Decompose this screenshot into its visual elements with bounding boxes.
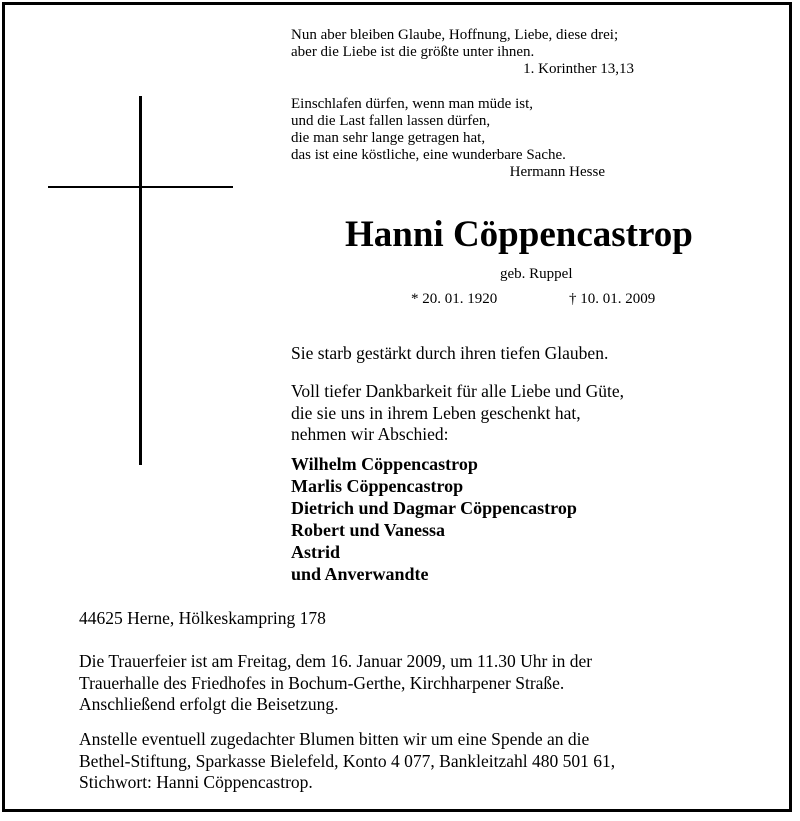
family-address: 44625 Herne, Hölkeskampring 178 [79, 608, 326, 628]
deceased-name: Hanni Cöppencastrop [345, 214, 693, 255]
cross-horizontal-bar [48, 186, 233, 188]
quote-source: 1. Korinther 13,13 [523, 61, 634, 77]
cross-vertical-bar [139, 96, 142, 465]
funeral-line: Trauerhalle des Friedhofes in Bochum-Gerthe, Kirchharpener Straße. [79, 672, 565, 693]
funeral-details [79, 651, 592, 716]
hesse-quote [291, 96, 605, 181]
funeral-line: Die Trauerfeier ist am Freitag, dem 16. Januar 2009, um 11.30 Uhr in der [79, 651, 593, 671]
thanks-line: Voll tiefer Dankbarkeit für alle Liebe und Güte, [291, 381, 625, 401]
quote-line: die man sehr lange getragen hat, [291, 130, 486, 146]
mourner-name: Astrid [291, 542, 340, 562]
mourner-name: Dietrich und Dagmar Cöppencastrop [291, 498, 577, 518]
mourner-name: Robert und Vanessa [291, 520, 446, 540]
mourner-name: und Anverwandte [291, 564, 429, 584]
maiden-name: geb. Ruppel [500, 266, 573, 282]
death-date: † 10. 01. 2009 [569, 291, 656, 307]
quote-line: aber die Liebe ist die größte unter ihnen. [291, 44, 535, 60]
mourner-name: Marlis Cöppencastrop [291, 476, 464, 496]
funeral-line: Anschließend erfolgt die Beisetzung. [79, 694, 339, 714]
thanks-text [291, 381, 624, 446]
donation-request [79, 729, 615, 794]
bible-quote [291, 27, 634, 78]
donation-line: Anstelle eventuell zugedachter Blumen bitten wir um eine Spende an die [79, 729, 590, 749]
quote-line: Nun aber bleiben Glaube, Hoffnung, Liebe, diese drei; [291, 27, 619, 43]
quote-line: das ist eine köstliche, eine wunderbare Sache. [291, 147, 566, 163]
donation-line: Stichwort: Hanni Cöppencastrop. [79, 772, 313, 792]
quote-line: Einschlafen dürfen, wenn man müde ist, [291, 96, 534, 112]
quote-source: Hermann Hesse [509, 164, 605, 180]
mourner-name: Wilhelm Cöppencastrop [291, 454, 478, 474]
thanks-line: die sie uns in ihrem Leben geschenkt hat, [291, 402, 581, 423]
faith-statement: Sie starb gestärkt durch ihren tiefen Glauben. [291, 343, 609, 363]
thanks-line: nehmen wir Abschied: [291, 424, 449, 444]
quote-line: und die Last fallen lassen dürfen, [291, 113, 491, 129]
mourners-list [291, 453, 577, 585]
donation-line: Bethel-Stiftung, Sparkasse Bielefeld, Konto 4 077, Bankleitzahl 480 501 61, [79, 750, 616, 771]
birth-date: * 20. 01. 1920 [411, 291, 498, 307]
